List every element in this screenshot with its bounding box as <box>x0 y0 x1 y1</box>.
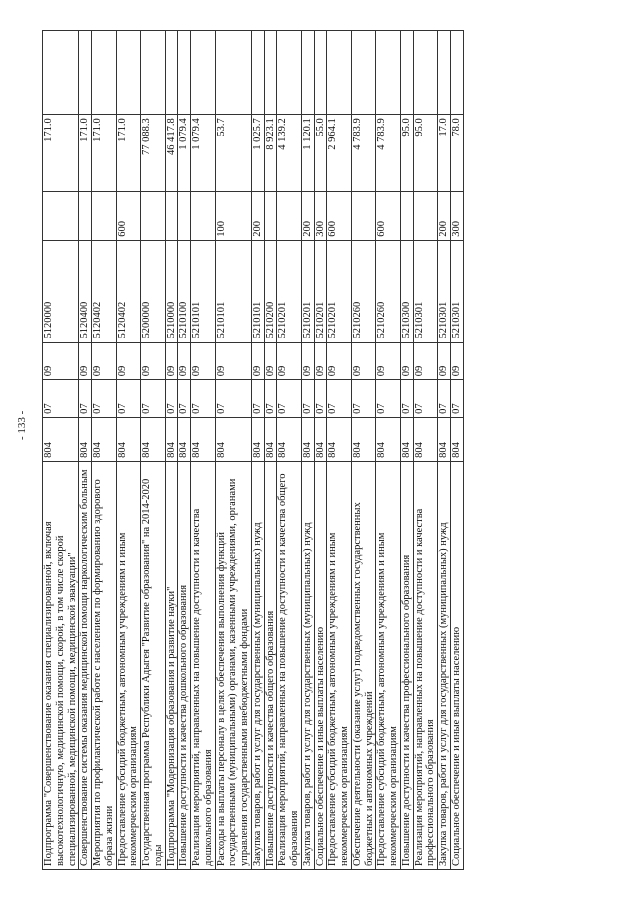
row-sum: 95.0 <box>413 115 438 192</box>
row-target-article: 5210101 <box>251 240 264 342</box>
row-blank-cell <box>178 31 191 115</box>
row-name: Социальное обеспечение и иные выплаты населению <box>450 461 463 869</box>
row-blank-cell <box>141 31 166 115</box>
row-blank-cell <box>251 31 264 115</box>
row-name: Реализация мероприятий, направленных на повышение доступности и качества дошкольного образования <box>191 461 216 869</box>
row-blank-cell <box>165 31 178 115</box>
row-sum: 171.0 <box>43 115 79 192</box>
row-expense-type <box>92 191 117 240</box>
row-expense-type <box>79 191 92 240</box>
row-expense-type <box>141 191 166 240</box>
row-blank-cell <box>264 31 277 115</box>
row-name: Закупка товаров, работ и услуг для государственных (муниципальных) нужд <box>301 461 314 869</box>
row-name: Совершенствование системы оказания медицинской помощи наркологическим больным <box>79 461 92 869</box>
row-code: 804 <box>438 417 451 461</box>
row-sum: 78.0 <box>450 115 463 192</box>
row-name: Предоставление субсидий бюджетным, автономным учреждениям и иным некоммерческим организациям <box>327 461 352 869</box>
table-row <box>314 31 327 870</box>
row-section: 07 <box>191 380 216 418</box>
row-code: 804 <box>191 417 216 461</box>
row-code: 804 <box>178 417 191 461</box>
row-name: Предоставление субсидий бюджетным, автономным учреждениям и иным некоммерческим организациям <box>376 461 401 869</box>
row-name: Обеспечение деятельности (оказание услуг) подведомственных государственных бюджетных и автономных учреждений <box>351 461 376 869</box>
table-row <box>116 31 141 870</box>
table-row <box>178 31 191 870</box>
row-sum: 171.0 <box>116 115 141 192</box>
row-code: 804 <box>327 417 352 461</box>
table-row <box>450 31 463 870</box>
row-blank-cell <box>351 31 376 115</box>
budget-table-body <box>43 31 464 870</box>
row-blank-cell <box>79 31 92 115</box>
row-section: 07 <box>215 380 251 418</box>
row-subsection: 09 <box>191 342 216 380</box>
row-code: 804 <box>413 417 438 461</box>
row-target-article: 5210301 <box>450 240 463 342</box>
row-code: 804 <box>251 417 264 461</box>
row-sum: 46 417.8 <box>165 115 178 192</box>
row-sum: 171.0 <box>92 115 117 192</box>
budget-table-rotated <box>42 30 464 870</box>
row-subsection: 09 <box>438 342 451 380</box>
row-subsection: 09 <box>277 342 302 380</box>
row-target-article: 5210201 <box>277 240 302 342</box>
row-section: 07 <box>277 380 302 418</box>
row-code: 804 <box>351 417 376 461</box>
row-section: 07 <box>116 380 141 418</box>
row-subsection: 09 <box>301 342 314 380</box>
row-section: 07 <box>450 380 463 418</box>
row-expense-type <box>165 191 178 240</box>
row-blank-cell <box>301 31 314 115</box>
row-target-article: 5210200 <box>264 240 277 342</box>
row-target-article: 5210301 <box>413 240 438 342</box>
row-expense-type <box>351 191 376 240</box>
row-expense-type <box>277 191 302 240</box>
row-target-article: 5210000 <box>165 240 178 342</box>
row-target-article: 5120402 <box>92 240 117 342</box>
row-sum: 4 783.9 <box>351 115 376 192</box>
row-blank-cell <box>438 31 451 115</box>
row-code: 804 <box>400 417 413 461</box>
table-row <box>327 31 352 870</box>
row-target-article: 5210201 <box>301 240 314 342</box>
row-code: 804 <box>92 417 117 461</box>
row-target-article: 5210301 <box>438 240 451 342</box>
row-section: 07 <box>178 380 191 418</box>
page-number: - 133 - <box>16 410 28 440</box>
row-target-article: 5210100 <box>178 240 191 342</box>
table-row <box>264 31 277 870</box>
row-blank-cell <box>314 31 327 115</box>
row-subsection: 09 <box>43 342 79 380</box>
row-section: 07 <box>264 380 277 418</box>
row-section: 07 <box>165 380 178 418</box>
row-code: 804 <box>165 417 178 461</box>
row-name: Повышение доступности и качества общего образования <box>264 461 277 869</box>
row-target-article: 5210201 <box>327 240 352 342</box>
row-target-article: 5120000 <box>43 240 79 342</box>
row-code: 804 <box>215 417 251 461</box>
row-name: Повышение доступности и качества профессионального образования <box>400 461 413 869</box>
row-blank-cell <box>43 31 79 115</box>
table-row <box>215 31 251 870</box>
row-section: 07 <box>251 380 264 418</box>
row-blank-cell <box>450 31 463 115</box>
row-subsection: 09 <box>351 342 376 380</box>
row-expense-type <box>413 191 438 240</box>
row-expense-type: 300 <box>314 191 327 240</box>
row-blank-cell <box>191 31 216 115</box>
row-code: 804 <box>376 417 401 461</box>
row-blank-cell <box>413 31 438 115</box>
row-blank-cell <box>327 31 352 115</box>
row-sum: 2 964.1 <box>327 115 352 192</box>
row-code: 804 <box>141 417 166 461</box>
row-subsection: 09 <box>450 342 463 380</box>
table-row <box>277 31 302 870</box>
table-row <box>251 31 264 870</box>
row-target-article: 5120400 <box>79 240 92 342</box>
row-blank-cell <box>116 31 141 115</box>
table-row <box>141 31 166 870</box>
row-code: 804 <box>264 417 277 461</box>
row-subsection: 09 <box>400 342 413 380</box>
row-sum: 1 079.4 <box>191 115 216 192</box>
row-sum: 4 139.2 <box>277 115 302 192</box>
row-section: 07 <box>413 380 438 418</box>
row-section: 07 <box>92 380 117 418</box>
row-name: Государственная программа Республики Адыгея "Развитие образования" на 2014-2020 годы <box>141 461 166 869</box>
row-section: 07 <box>141 380 166 418</box>
row-expense-type: 600 <box>376 191 401 240</box>
row-name: Реализация мероприятий, направленных на повышение доступности и качества общего образования <box>277 461 302 869</box>
row-sum: 4 783.9 <box>376 115 401 192</box>
row-name: Подпрограмма "Модернизация образования и развитие науки" <box>165 461 178 869</box>
row-expense-type <box>400 191 413 240</box>
row-name: Закупка товаров, работ и услуг для государственных (муниципальных) нужд <box>438 461 451 869</box>
row-code: 804 <box>116 417 141 461</box>
row-target-article: 5210201 <box>314 240 327 342</box>
row-subsection: 09 <box>215 342 251 380</box>
row-subsection: 09 <box>116 342 141 380</box>
row-expense-type <box>191 191 216 240</box>
table-row <box>79 31 92 870</box>
row-sum: 1 025.7 <box>251 115 264 192</box>
table-row <box>43 31 79 870</box>
row-code: 804 <box>79 417 92 461</box>
row-target-article: 5210260 <box>351 240 376 342</box>
row-expense-type: 200 <box>251 191 264 240</box>
table-row <box>413 31 438 870</box>
row-section: 07 <box>400 380 413 418</box>
row-section: 07 <box>79 380 92 418</box>
row-subsection: 09 <box>327 342 352 380</box>
row-expense-type: 600 <box>116 191 141 240</box>
row-expense-type <box>43 191 79 240</box>
row-name: Предоставление субсидий бюджетным, автономным учреждениям и иным некоммерческим организациям <box>116 461 141 869</box>
row-name: Повышение доступности и качества дошкольного образования <box>178 461 191 869</box>
row-name: Закупка товаров, работ и услуг для государственных (муниципальных) нужд <box>251 461 264 869</box>
row-subsection: 09 <box>314 342 327 380</box>
row-subsection: 09 <box>141 342 166 380</box>
row-expense-type: 600 <box>327 191 352 240</box>
row-expense-type: 100 <box>215 191 251 240</box>
row-subsection: 09 <box>376 342 401 380</box>
row-target-article: 5200000 <box>141 240 166 342</box>
table-row <box>165 31 178 870</box>
row-name: Мероприятия по профилактической работе с населением по формированию здорового образа жизни <box>92 461 117 869</box>
row-blank-cell <box>92 31 117 115</box>
row-code: 804 <box>43 417 79 461</box>
row-expense-type: 300 <box>450 191 463 240</box>
row-target-article: 5120402 <box>116 240 141 342</box>
row-sum: 53.7 <box>215 115 251 192</box>
row-code: 804 <box>301 417 314 461</box>
row-target-article: 5210300 <box>400 240 413 342</box>
row-expense-type: 200 <box>301 191 314 240</box>
row-expense-type <box>264 191 277 240</box>
row-blank-cell <box>400 31 413 115</box>
row-expense-type <box>178 191 191 240</box>
row-section: 07 <box>351 380 376 418</box>
row-name: Социальное обеспечение и иные выплаты населению <box>314 461 327 869</box>
table-row <box>351 31 376 870</box>
row-sum: 1 079.4 <box>178 115 191 192</box>
row-code: 804 <box>277 417 302 461</box>
row-subsection: 09 <box>413 342 438 380</box>
row-target-article: 5210101 <box>215 240 251 342</box>
row-sum: 55.0 <box>314 115 327 192</box>
table-row <box>376 31 401 870</box>
row-sum: 8 923.1 <box>264 115 277 192</box>
row-section: 07 <box>438 380 451 418</box>
table-row <box>92 31 117 870</box>
row-section: 07 <box>376 380 401 418</box>
row-subsection: 09 <box>251 342 264 380</box>
table-row <box>438 31 451 870</box>
row-target-article: 5210260 <box>376 240 401 342</box>
table-row <box>191 31 216 870</box>
row-sum: 77 088.3 <box>141 115 166 192</box>
row-sum: 1 120.1 <box>301 115 314 192</box>
row-subsection: 09 <box>92 342 117 380</box>
row-code: 804 <box>314 417 327 461</box>
row-expense-type: 200 <box>438 191 451 240</box>
row-blank-cell <box>277 31 302 115</box>
row-subsection: 09 <box>178 342 191 380</box>
row-section: 07 <box>301 380 314 418</box>
row-subsection: 09 <box>165 342 178 380</box>
row-sum: 17.0 <box>438 115 451 192</box>
row-sum: 171.0 <box>79 115 92 192</box>
table-row <box>301 31 314 870</box>
row-section: 07 <box>327 380 352 418</box>
row-sum: 95.0 <box>400 115 413 192</box>
row-blank-cell <box>215 31 251 115</box>
row-section: 07 <box>43 380 79 418</box>
row-name: Подпрограмма "Совершенствование оказания специализированной, включая высокотехнологичную, медицинской помощи, скорой, в том числе скорой специализированной, медицинской помощи, медицинской эвакуации" <box>43 461 79 869</box>
row-subsection: 09 <box>264 342 277 380</box>
row-name: Расходы на выплаты персоналу в целях обеспечения выполнения функций государственными (муниципальными) органами, казенными учреждениями, органами управления государственными внебюджетными фондами <box>215 461 251 869</box>
row-subsection: 09 <box>79 342 92 380</box>
row-blank-cell <box>376 31 401 115</box>
budget-table <box>42 30 464 870</box>
row-code: 804 <box>450 417 463 461</box>
row-section: 07 <box>314 380 327 418</box>
row-name: Реализация мероприятий, направленных на повышение доступности и качества профессионального образования <box>413 461 438 869</box>
row-target-article: 5210101 <box>191 240 216 342</box>
table-row <box>400 31 413 870</box>
